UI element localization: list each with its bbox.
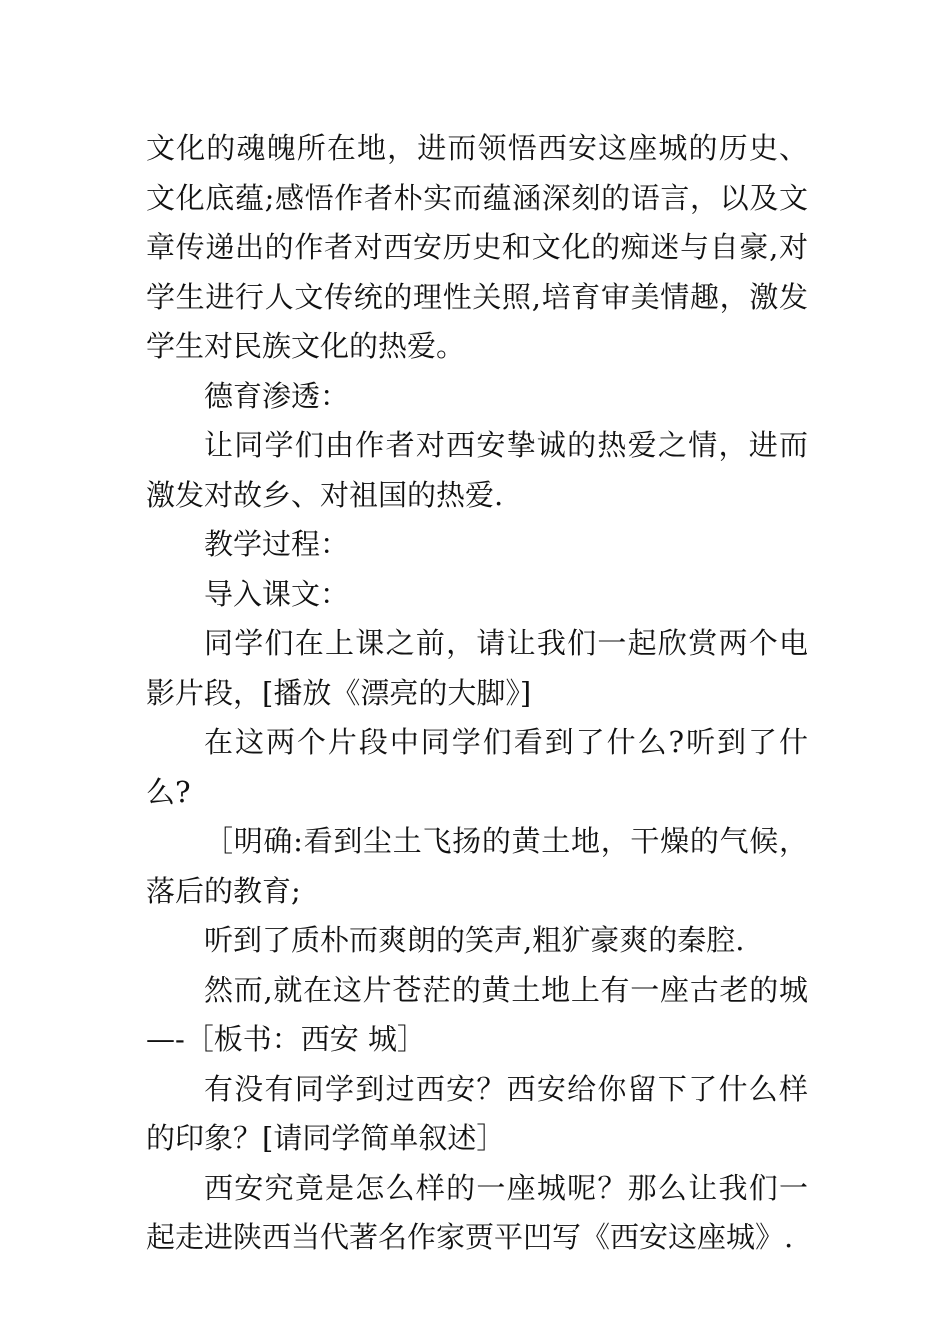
document-page bbox=[146, 124, 808, 1263]
paragraph-been-to-xian: 有没有同学到过西安？西安给你留下了什么样的印象？[请同学简单叙述］ bbox=[146, 1071, 808, 1155]
paragraph-clarify-heard: 听到了质朴而爽朗的笑声,粗犷豪爽的秦腔. bbox=[204, 923, 745, 957]
paragraph-teaching-process-heading: 教学过程： bbox=[204, 527, 350, 561]
paragraph-film-clips: 同学们在上课之前，请让我们一起欣赏两个电影片段，[播放《漂亮的大脚》] bbox=[146, 626, 808, 710]
paragraph-enter-text: 西安究竟是怎么样的一座城呢？那么让我们一起走进陕西当代著名作家贾平凹写《西安这座城》. bbox=[146, 1170, 808, 1254]
paragraph-continuation: 文化的魂魄所在地，进而领悟西安这座城的历史、文化底蕴;感悟作者朴实而蕴涵深刻的语言，以及文章传递出的作者对西安历史和文化的痴迷与自豪,对学生进行人文传统的理性关照,培育审美情趣，激发学生对民族文化的热爱。 bbox=[146, 131, 808, 363]
paragraph-moral-education: 让同学们由作者对西安挚诚的热爱之情，进而激发对故乡、对祖国的热爱. bbox=[146, 428, 808, 512]
paragraph-question: 在这两个片段中同学们看到了什么?听到了什么? bbox=[146, 725, 808, 809]
paragraph-clarify-seen: ［明确:看到尘土飞扬的黄土地，干燥的气候，落后的教育; bbox=[146, 824, 808, 908]
paragraph-ancient-city: 然而,就在这片苍茫的黄土地上有一座古老的城—-［板书：西安 城］ bbox=[146, 972, 808, 1056]
paragraph-moral-education-heading: 德育渗透： bbox=[204, 378, 350, 413]
paragraph-lead-in-heading: 导入课文： bbox=[204, 576, 350, 611]
